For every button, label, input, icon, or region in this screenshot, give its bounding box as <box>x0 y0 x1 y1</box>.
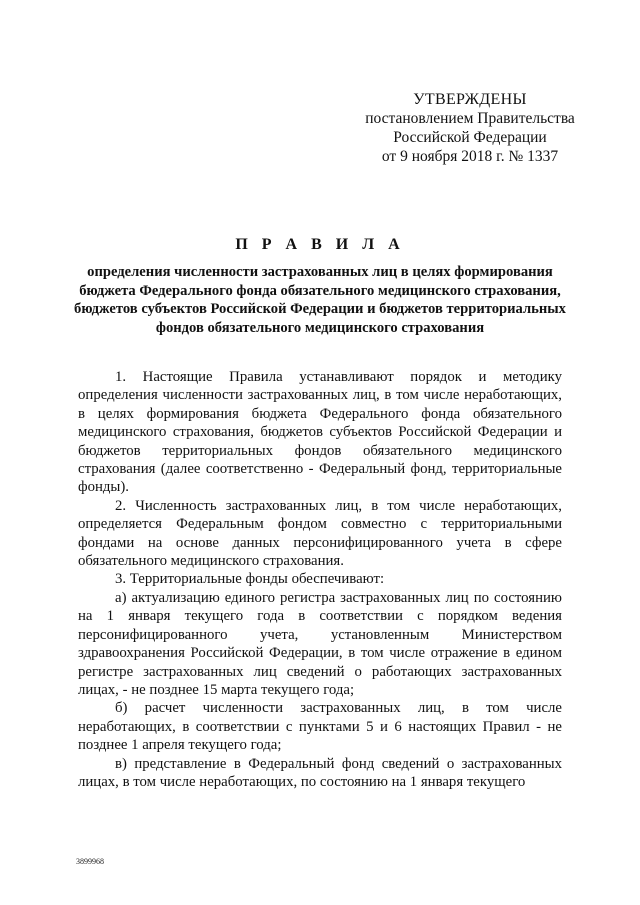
paragraph-2: 2. Численность застрахованных лиц, в том числе неработающих, определяется Федеральным фондом совместно с территориальными фондами на основе данных персонифицированного учета в сфере обязательного медицинского страхования. <box>78 497 562 570</box>
paragraph-3c: в) представление в Федеральный фонд сведений о застрахованных лицах, в том числе неработающих, по состоянию на 1 января текущего <box>78 755 562 790</box>
paragraph-3: 3. Территориальные фонды обеспечивают: <box>115 571 385 588</box>
paragraph-1: 1. Настоящие Правила устанавливают порядок и методику определения численности застрахованных лиц, в том числе неработающих, в целях формирования бюджета Федерального фонда обязательного медицинского страхования, бюджетов субъектов Российской Федерации и бюджетов территориальных фондов обязательного медицинского страхования (далее соответственно - Федеральный фонд, территориальные фонды). <box>78 369 562 496</box>
document-subtitle: определения численности застрахованных лиц в целях формирования бюджета Федерального фонда обязательного медицинского страхования, бюджетов субъектов Российской Федерации и бюджетов территориальных фондов обязательного медицинского страхования <box>74 264 566 336</box>
document-title: П Р А В И Л А <box>235 236 405 253</box>
document-code: 3899968 <box>76 857 104 866</box>
document-body <box>78 368 562 791</box>
approval-stamp <box>340 90 600 166</box>
approval-line-1: постановлением Правительства <box>365 110 575 127</box>
approval-line-2: Российской Федерации <box>393 129 547 146</box>
approval-heading: УТВЕРЖДЕНЫ <box>413 91 527 108</box>
paragraph-3a: а) актуализацию единого регистра застрахованных лиц по состоянию на 1 января текущего года в соответствии с порядком ведения персонифицированного учета, установленным Министерством здравоохранения Российской Федерации, в том числе отражение в едином регистре застрахованных лиц сведений о работающих застрахованных лицах, - не позднее 15 марта текущего года; <box>78 589 562 698</box>
paragraph-3b: б) расчет численности застрахованных лиц, в том числе неработающих, в соответствии с пунктами 5 и 6 настоящих Правил - не позднее 1 апреля текущего года; <box>78 700 562 754</box>
approval-line-3: от 9 ноября 2018 г. № 1337 <box>381 148 559 165</box>
